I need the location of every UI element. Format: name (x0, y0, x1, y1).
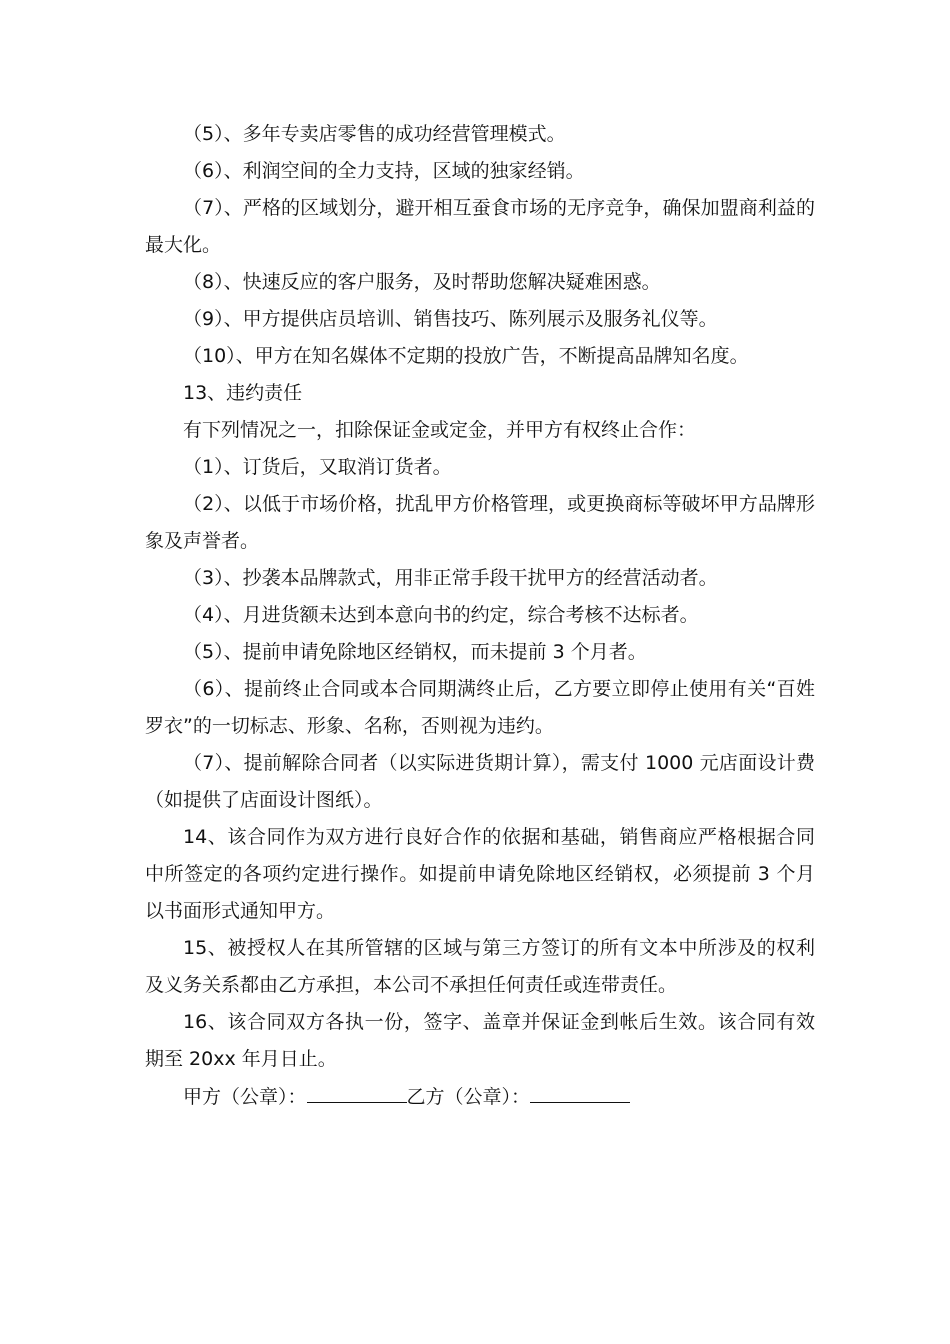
document-page (145, 116, 815, 1116)
party-b-label: 乙方（公章）： (406, 1086, 531, 1108)
paragraph-benefit-10: （10）、甲方在知名媒体不定期的投放广告，不断提高品牌知名度。 (183, 345, 749, 367)
paragraph-benefit-6: （6）、利润空间的全力支持，区域的独家经销。 (183, 160, 585, 182)
party-a-label: 甲方（公章）： (183, 1086, 307, 1108)
paragraph-breach-7: （7）、提前解除合同者（以实际进货期计算），需支付 1000 元店面设计费（如提供了店面设计图纸）。 (145, 752, 815, 811)
paragraph-benefit-7: （7）、严格的区域划分，避开相互蚕食市场的无序竞争，确保加盟商利益的最大化。 (145, 197, 815, 256)
paragraph-benefit-8: （8）、快速反应的客户服务，及时帮助您解决疑难困惑。 (183, 271, 661, 293)
paragraph-clause-14: 14、该合同作为双方进行良好合作的依据和基础，销售商应严格根据合同中所签定的各项约定进行操作。如提前申请免除地区经销权，必须提前 3 个月以书面形式通知甲方。 (145, 826, 815, 922)
paragraph-breach-3: （3）、抄袭本品牌款式，用非正常手段干扰甲方的经营活动者。 (183, 567, 718, 589)
paragraph-benefit-5: （5）、多年专卖店零售的成功经营管理模式。 (183, 123, 566, 145)
paragraph-breach-intro: 有下列情况之一，扣除保证金或定金，并甲方有权终止合作： (183, 419, 697, 441)
paragraph-benefit-9: （9）、甲方提供店员培训、销售技巧、陈列展示及服务礼仪等。 (183, 308, 718, 330)
paragraph-breach-2: （2）、以低于市场价格，扰乱甲方价格管理，或更换商标等破坏甲方品牌形象及声誉者。 (145, 493, 815, 552)
party-b-signature-blank (530, 1078, 630, 1103)
section-heading-breach: 13、违约责任 (183, 382, 303, 404)
party-a-signature-blank (307, 1078, 407, 1103)
paragraph-breach-4: （4）、月进货额未达到本意向书的约定，综合考核不达标者。 (183, 604, 699, 626)
paragraph-breach-1: （1）、订货后，又取消订货者。 (183, 456, 452, 478)
paragraph-breach-6: （6）、提前终止合同或本合同期满终止后，乙方要立即停止使用有关“百姓罗衣”的一切标志、形象、名称，否则视为违约。 (145, 678, 815, 737)
paragraph-breach-5: （5）、提前申请免除地区经销权，而未提前 3 个月者。 (183, 641, 647, 663)
signature-line (145, 1078, 815, 1116)
paragraph-clause-15: 15、被授权人在其所管辖的区域与第三方签订的所有文本中所涉及的权利及义务关系都由乙方承担，本公司不承担任何责任或连带责任。 (145, 937, 815, 996)
paragraph-clause-16: 16、该合同双方各执一份，签字、盖章并保证金到帐后生效。该合同有效期至 20xx 年月日止。 (145, 1011, 815, 1070)
